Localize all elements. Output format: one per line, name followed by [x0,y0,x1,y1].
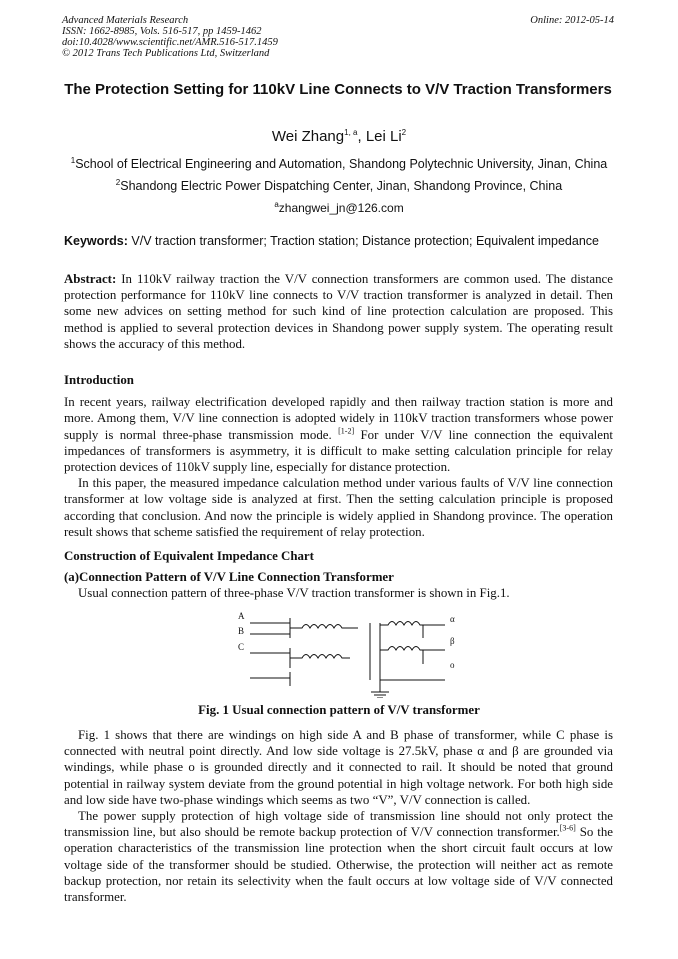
winding-a [290,625,358,629]
online-date: Online: 2012-05-14 [530,15,614,26]
label-b: B [238,626,245,636]
doi-line: doi:10.4028/www.scientific.net/AMR.516-517.1459 [62,37,278,48]
construction-heading: Construction of Equivalent Impedance Chart [64,549,314,563]
email-line [0,201,678,215]
author-2-sup: 2 [401,128,407,137]
protection-paragraph [64,808,613,905]
affiliation-1 [0,157,678,171]
keywords-text: V/V traction transformer; Traction station; Distance protection; Equivalent impedance [127,234,599,248]
intro-p1-citation: [1-2] [338,426,355,436]
author-separator: , [357,128,366,145]
label-c: C [238,642,245,652]
construction-section [64,548,613,602]
protection-text-b: So the operation characteristics of the transmission line protection when the short circuit fault occurs at low voltage side of the transformer should be studied. Otherwise, the protection will neither act as remote backup protection, nor retain its selectivity when the fault occurs at low voltage side of V/V connected transformer. [64,825,613,905]
label-alpha: α [450,614,455,624]
affiliation-2-text: Shandong Electric Power Dispatching Center, Jinan, Shandong Province, China [120,179,563,193]
email-text: zhangwei_jn@126.com [278,201,404,215]
protection-text-a: The power supply protection of high voltage side of transmission line should not only protect the transmission line, but also should be remote backup protection of V/V connection transformer. [64,809,613,840]
label-o: o [450,660,455,670]
abstract-text: In 110kV railway traction the V/V connection transformers are common used. The distance protection performance for 110kV line connects to V/V traction transformer is analyzed in detail. Then some new advices on setting method for such kind of line protection calculation are proposed. This method is applied to several protection devices in Shandong power supply system. The operating result shows the accuracy of this method. [64,272,613,351]
introduction-heading: Introduction [64,373,134,387]
affiliation-2 [0,179,678,193]
author-line [0,128,678,145]
fig-discussion [64,727,613,905]
copyright-line: © 2012 Trans Tech Publications Ltd, Switzerland [62,48,270,59]
keywords-label: Keywords: [64,234,128,248]
vv-transformer-diagram [230,610,470,698]
abstract-label: Abstract: [64,272,117,286]
issn-line: ISSN: 1662-8985, Vols. 516-517, pp 1459-1462 [62,26,262,37]
paper-title: The Protection Setting for 110kV Line Connects to V/V Traction Transformers [64,81,612,98]
label-beta: β [450,636,455,646]
abstract [64,271,613,352]
winding-beta [380,647,445,651]
figure-caption: Fig. 1 Usual connection pattern of V/V transformer [198,703,480,717]
fig-discussion-paragraph: Fig. 1 shows that there are windings on high side A and B phase of transformer, while C phase is connected with neutral point directly. And low side voltage is 27.5kV, phase α and β are grounded via windings, while phase o is grounded directly and it connected to rail. It should be noted that ground potential in railway system deviate from the ground potential in high voltage network. For both high side and low side have two-phase windings which seems as two “V”, V/V connection is called. [64,728,613,807]
affiliation-1-sup: 1 [70,155,76,165]
author-2: Lei Li [365,128,402,145]
connection-pattern-subheading: (a)Connection Pattern of V/V Line Connection Transformer [64,570,394,585]
intro-paragraph-1 [64,394,613,475]
running-header [62,15,614,59]
author-1-sup: 1, a [344,128,358,137]
protection-citation: [3-6] [559,823,576,833]
intro-p1-text-a: In recent years, railway electrification developed rapidly and then railway traction station is more and more. Among them, V/V line connection is adopted widely in 110kV traction transformers whose power supply is normal three-phase transmission mode. [64,395,613,442]
keywords [64,234,614,248]
affiliation-1-text: School of Electrical Engineering and Automation, Shandong Polytechnic University, Jinan, China [75,157,608,171]
winding-alpha [380,622,445,626]
email-sup: a [274,200,279,209]
fig-intro-paragraph: Usual connection pattern of three-phase V/V traction transformer is shown in Fig.1. [78,586,510,601]
journal-name: Advanced Materials Research [62,15,189,26]
affiliation-2-sup: 2 [115,177,121,187]
author-1: Wei Zhang [271,128,345,145]
winding-b [290,655,350,659]
intro-paragraph-2: In this paper, the measured impedance calculation method under various faults of V/V line connection transformer at low voltage side is analyzed at first. Then the setting calculation principle is proposed according that conclusion. And now the principle is widely applied in Shandong province. The operation result shows that scheme satisfied the requirement of relay protection. [64,476,613,539]
introduction-section [64,372,613,540]
label-a: A [238,611,245,621]
intro-p1-text-b: For under V/V line connection the equivalent impedances of transformers is asymmetry, it is difficult to make setting calculation principle for relay protection devices of 110kV supply line, especially for distance protection. [64,427,613,475]
